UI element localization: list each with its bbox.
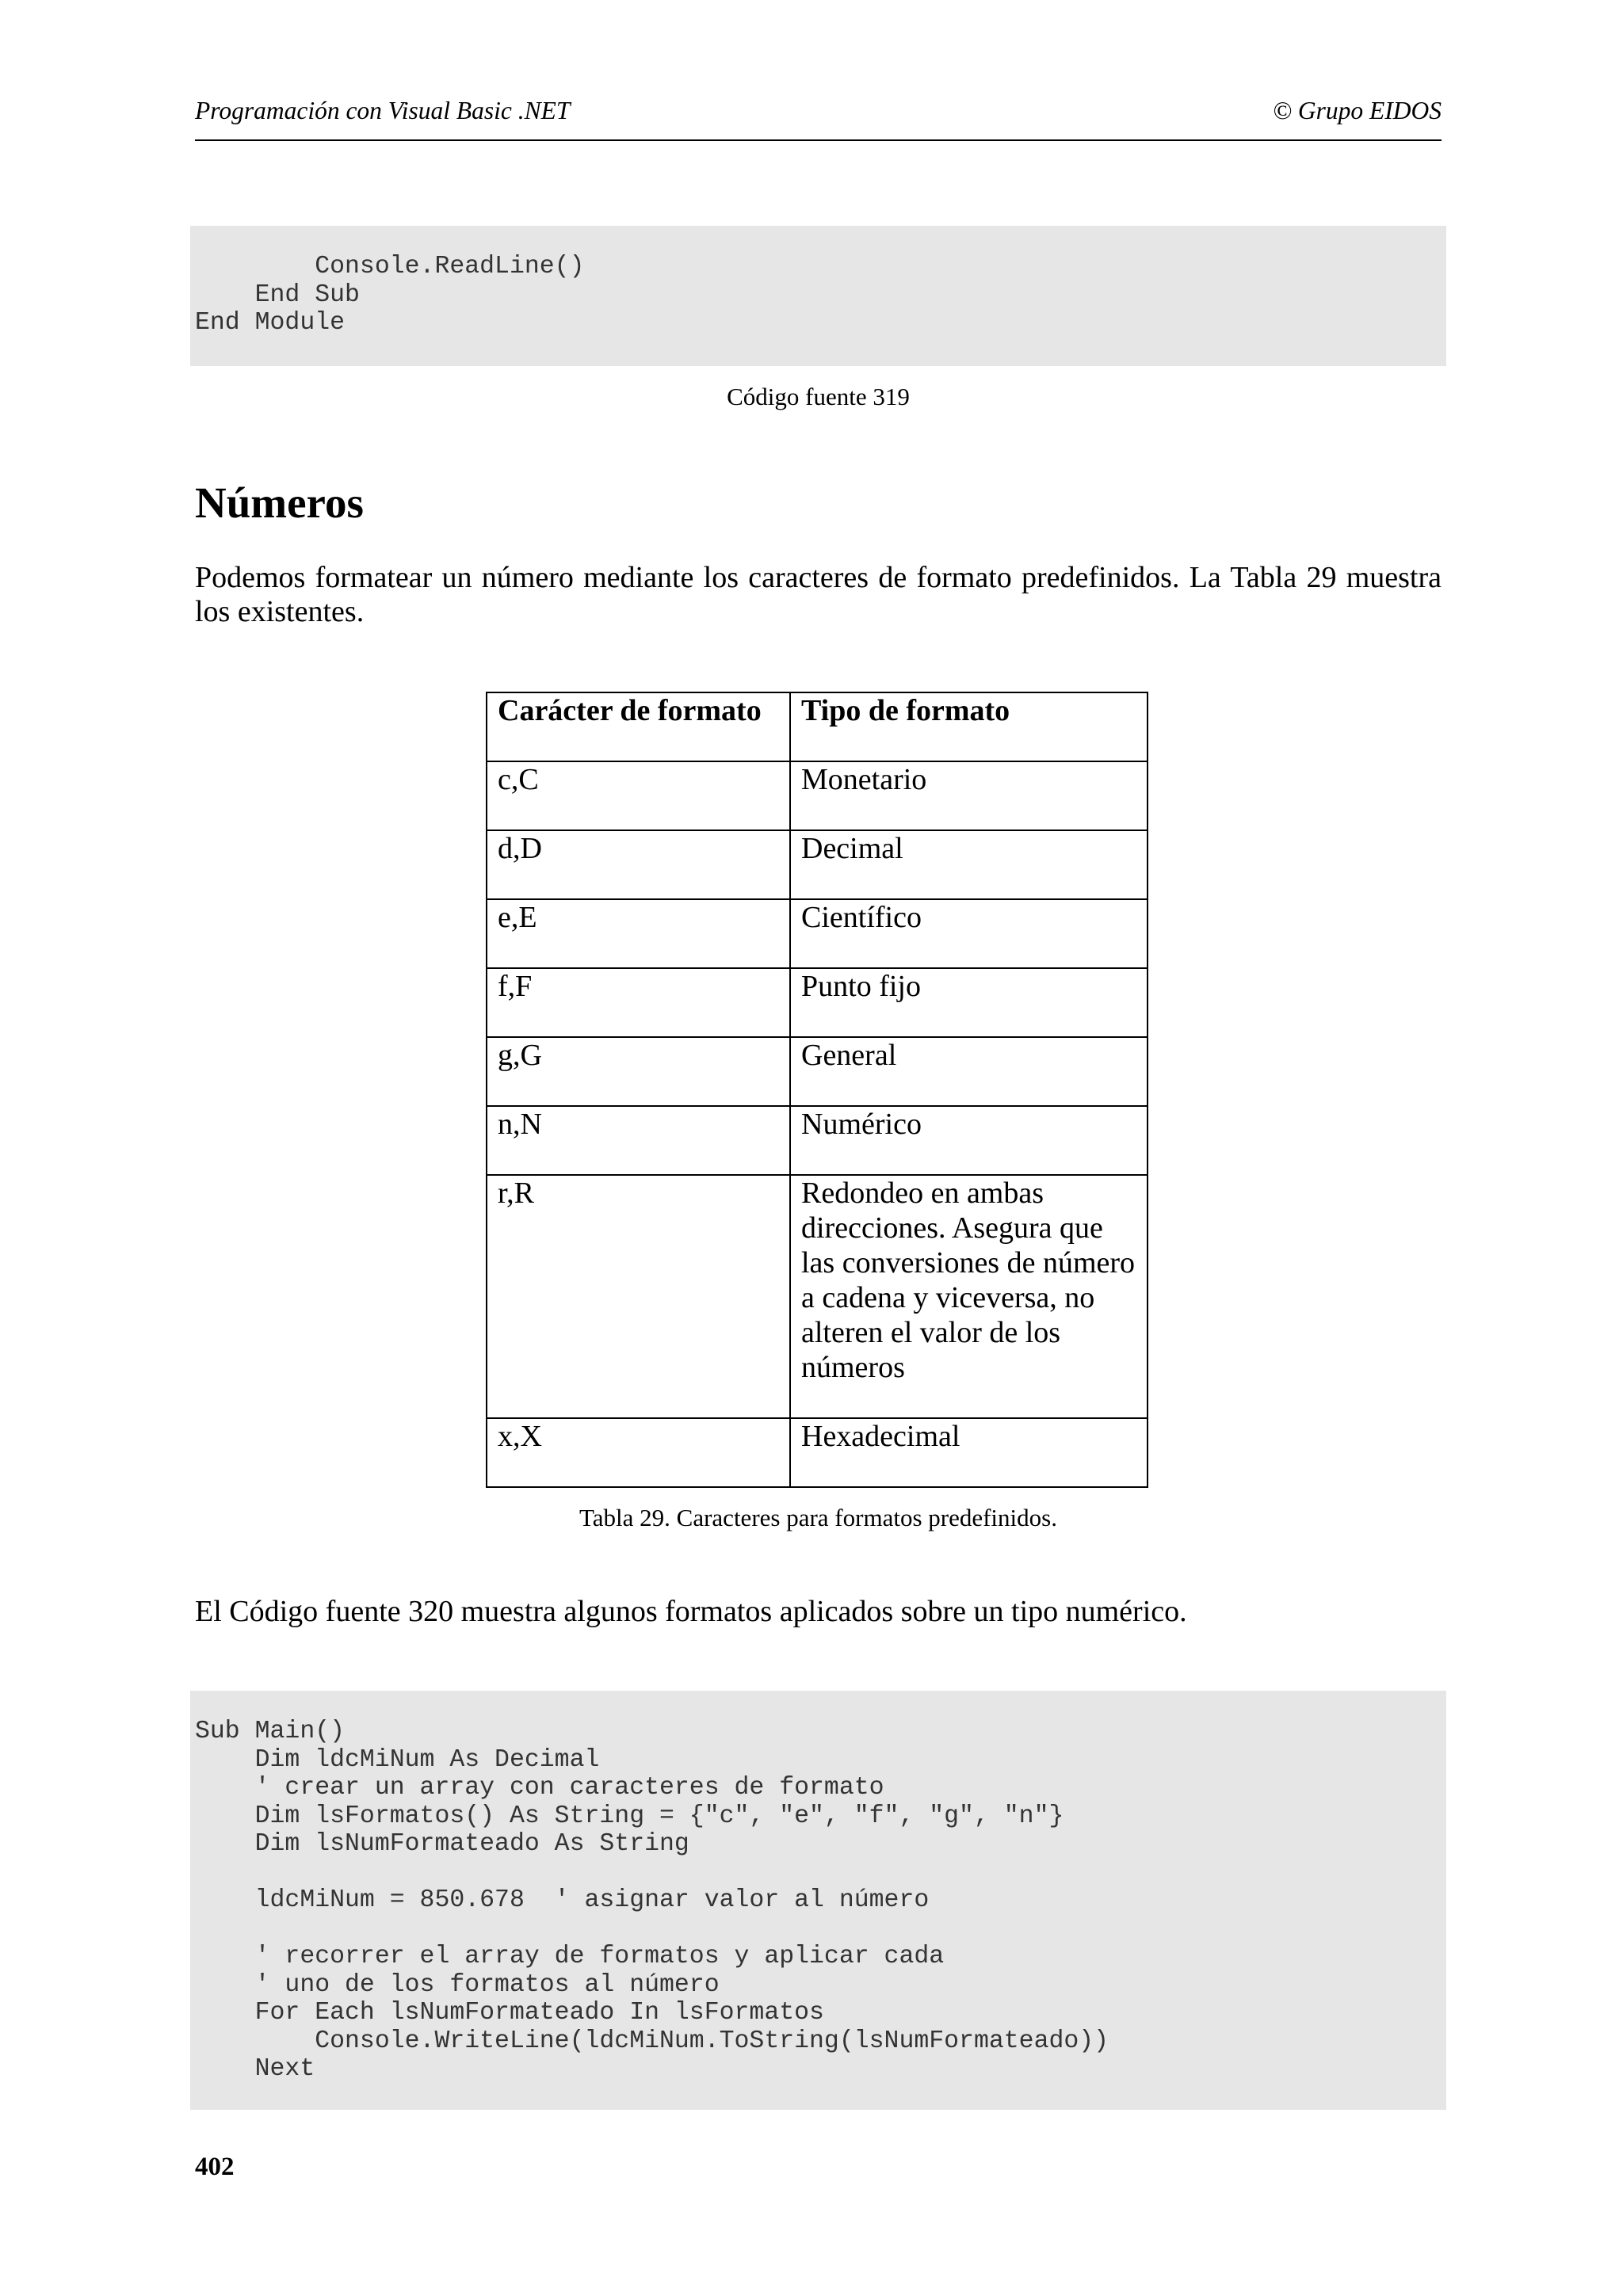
running-header — [195, 97, 1442, 125]
code-line: End Sub — [195, 280, 360, 309]
code-line-blank — [195, 1915, 1446, 1943]
code-line: Console.ReadLine() — [195, 253, 585, 280]
listing-intro-paragraph: El Código fuente 320 muestra algunos formatos aplicados sobre un tipo numérico. — [195, 1595, 1187, 1628]
table-cell-format-type: Decimal — [791, 831, 1148, 898]
table-row — [487, 969, 1148, 1038]
table-cell-format-type: Redondeo en ambas direcciones. Asegura que las conversiones de número a cadena y viceversa, no alteren el valor de los números — [791, 1176, 1148, 1417]
code-block — [190, 226, 1446, 366]
format-table — [486, 692, 1148, 1488]
code-block — [190, 1691, 1446, 2110]
code-line-blank — [195, 1859, 1446, 1887]
table-cell-format-type: Científico — [791, 900, 1148, 967]
page-number: 402 — [195, 2153, 235, 2181]
code-line: ' recorrer el array de formatos y aplicar cada — [195, 1943, 945, 1970]
code-line: Dim lsNumFormateado As String — [195, 1830, 689, 1858]
table-cell-format-char: c,C — [487, 762, 791, 830]
table-cell-format-type: Numérico — [791, 1107, 1148, 1174]
table-row — [487, 1038, 1148, 1107]
table-row — [487, 1107, 1148, 1176]
code-line: ldcMiNum = 850.678 ' asignar valor al número — [195, 1886, 930, 1914]
table-row — [487, 1419, 1148, 1488]
table-cell-format-type: Hexadecimal — [791, 1419, 1148, 1486]
table-cell-format-char: x,X — [487, 1419, 791, 1486]
table-row — [487, 831, 1148, 900]
code-line: End Module — [195, 309, 346, 337]
header-rule — [195, 139, 1442, 141]
table-row — [487, 900, 1148, 969]
code-line: Dim ldcMiNum As Decimal — [195, 1745, 600, 1774]
code-line: Sub Main() — [195, 1718, 346, 1745]
table-cell-format-char: g,G — [487, 1038, 791, 1105]
code-line: ' uno de los formatos al número — [195, 1970, 720, 1999]
table-cell-format-char: f,F — [487, 969, 791, 1036]
code-line: Next — [195, 2055, 315, 2083]
table-header-row — [487, 693, 1148, 762]
table-row — [487, 1176, 1148, 1419]
table-cell-format-type: General — [791, 1038, 1148, 1105]
table-cell-format-char: d,D — [487, 831, 791, 898]
table-cell-format-char: e,E — [487, 900, 791, 967]
table-header-format-char: Carácter de formato — [487, 693, 791, 761]
table-cell-format-type: Monetario — [791, 762, 1148, 830]
book-title: Programación con Visual Basic .NET — [195, 97, 571, 124]
table-cell-format-char: n,N — [487, 1107, 791, 1174]
table-header-format-type: Tipo de formato — [791, 693, 1148, 761]
code-line: ' crear un array con caracteres de formato — [195, 1774, 884, 1802]
table-caption: Tabla 29. Caracteres para formatos predefinidos. — [579, 1504, 1057, 1531]
publisher: © Grupo EIDOS — [1273, 97, 1442, 124]
code-line: For Each lsNumFormateado In lsFormatos — [195, 1999, 824, 2027]
section-heading: Números — [195, 479, 364, 527]
code-caption: Código fuente 319 — [727, 383, 910, 410]
code-line: Console.WriteLine(ldcMiNum.ToString(lsNumFormateado)) — [195, 2027, 1109, 2055]
intro-paragraph: Podemos formatear un número mediante los caracteres de formato predefinidos. La Tabla 29 muestra los existentes. — [195, 561, 1442, 628]
code-line: Dim lsFormatos() As String = {"c", "e", "f", "g", "n"} — [195, 1802, 1064, 1830]
table-row — [487, 762, 1148, 831]
table-cell-format-char: r,R — [487, 1176, 791, 1417]
table-cell-format-type: Punto fijo — [791, 969, 1148, 1036]
